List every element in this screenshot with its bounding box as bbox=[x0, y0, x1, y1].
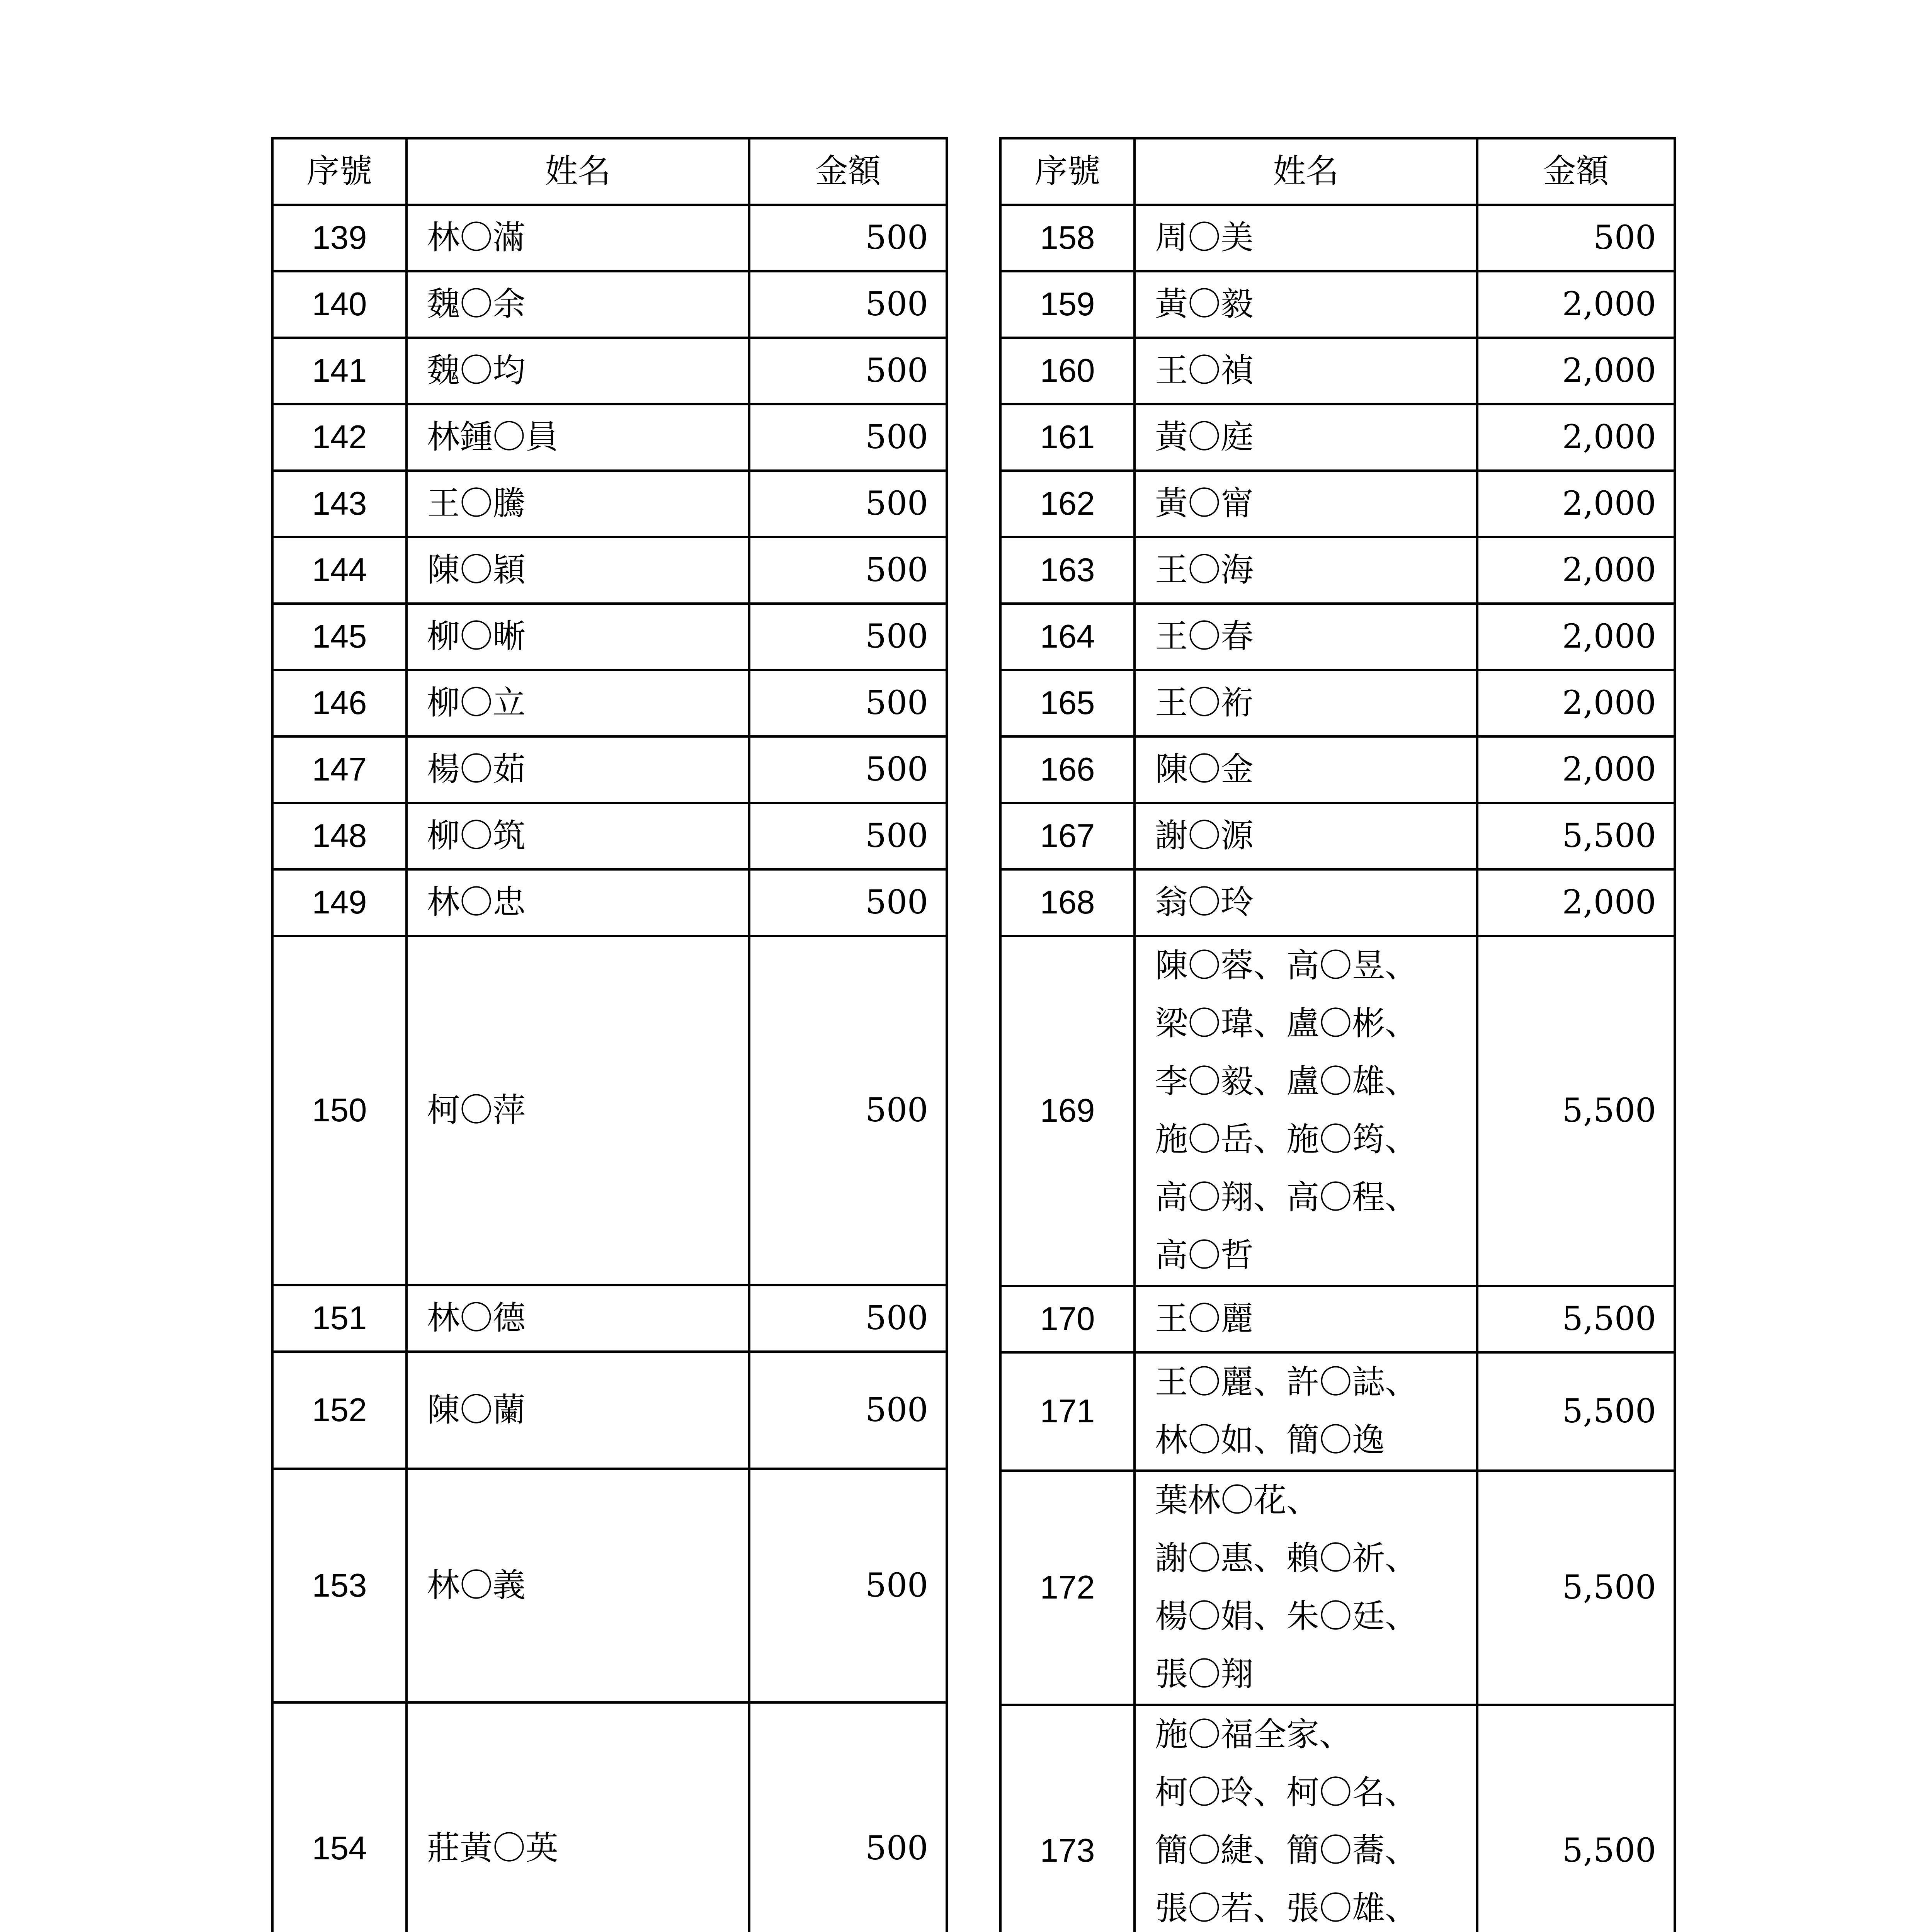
row-number: 152 bbox=[272, 1352, 407, 1469]
donation-amount: 2,000 bbox=[1477, 604, 1675, 670]
table-row bbox=[272, 1469, 947, 1702]
table-row bbox=[272, 803, 947, 869]
donation-amount: 500 bbox=[749, 1352, 947, 1469]
header-name: 姓名 bbox=[407, 138, 749, 205]
table-row bbox=[1000, 404, 1675, 471]
row-number: 168 bbox=[1000, 869, 1135, 936]
donor-name: 柳〇晰 bbox=[407, 604, 749, 670]
table-row bbox=[272, 670, 947, 736]
row-number: 145 bbox=[272, 604, 407, 670]
donation-amount: 5,500 bbox=[1477, 1705, 1675, 1932]
donation-amount: 2,000 bbox=[1477, 537, 1675, 604]
header-number: 序號 bbox=[1000, 138, 1135, 205]
table-row bbox=[272, 869, 947, 936]
donor-name: 柯〇萍 bbox=[407, 936, 749, 1285]
header-amount: 金額 bbox=[1477, 138, 1675, 205]
donation-amount: 500 bbox=[749, 537, 947, 604]
donor-name: 王〇麗、許〇誌、 林〇如、簡〇逸 bbox=[1135, 1352, 1477, 1471]
table-row bbox=[1000, 1352, 1675, 1471]
donor-name: 柳〇筑 bbox=[407, 803, 749, 869]
donor-name: 黃〇甯 bbox=[1135, 471, 1477, 537]
donation-amount: 500 bbox=[749, 869, 947, 936]
row-number: 167 bbox=[1000, 803, 1135, 869]
table-row bbox=[1000, 803, 1675, 869]
donation-amount: 2,000 bbox=[1477, 736, 1675, 803]
donation-amount: 2,000 bbox=[1477, 404, 1675, 471]
row-number: 143 bbox=[272, 471, 407, 537]
row-number: 173 bbox=[1000, 1705, 1135, 1932]
row-number: 162 bbox=[1000, 471, 1135, 537]
donation-amount: 500 bbox=[749, 1702, 947, 1932]
row-number: 159 bbox=[1000, 271, 1135, 338]
row-number: 144 bbox=[272, 537, 407, 604]
donation-amount: 500 bbox=[1477, 205, 1675, 271]
table-row bbox=[1000, 338, 1675, 404]
row-number: 154 bbox=[272, 1702, 407, 1932]
donor-name: 王〇裄 bbox=[1135, 670, 1477, 736]
donor-name: 魏〇余 bbox=[407, 271, 749, 338]
table-row bbox=[272, 271, 947, 338]
row-number: 166 bbox=[1000, 736, 1135, 803]
row-number: 165 bbox=[1000, 670, 1135, 736]
row-number: 140 bbox=[272, 271, 407, 338]
table-row bbox=[1000, 271, 1675, 338]
donor-name: 楊〇茹 bbox=[407, 736, 749, 803]
table-row bbox=[1000, 205, 1675, 271]
donation-amount: 5,500 bbox=[1477, 1286, 1675, 1352]
table-row bbox=[272, 604, 947, 670]
donation-amount: 500 bbox=[749, 205, 947, 271]
donation-amount: 2,000 bbox=[1477, 271, 1675, 338]
table-row bbox=[1000, 1705, 1675, 1932]
donor-name: 王〇騰 bbox=[407, 471, 749, 537]
table-row bbox=[1000, 869, 1675, 936]
donor-name: 陳〇蓉、高〇昱、 梁〇瑋、盧〇彬、 李〇毅、盧〇雄、 施〇岳、施〇筠、 高〇翔、高〇程、 高〇哲 bbox=[1135, 936, 1477, 1286]
donation-amount: 5,500 bbox=[1477, 1352, 1675, 1471]
row-number: 164 bbox=[1000, 604, 1135, 670]
donor-name: 林鍾〇員 bbox=[407, 404, 749, 471]
table-header-row bbox=[272, 138, 947, 205]
donor-name: 林〇義 bbox=[407, 1469, 749, 1702]
table-row bbox=[272, 338, 947, 404]
row-number: 148 bbox=[272, 803, 407, 869]
donor-name: 周〇美 bbox=[1135, 205, 1477, 271]
header-number: 序號 bbox=[272, 138, 407, 205]
row-number: 142 bbox=[272, 404, 407, 471]
row-number: 146 bbox=[272, 670, 407, 736]
table-row bbox=[272, 736, 947, 803]
table-row bbox=[272, 1352, 947, 1469]
donation-amount: 500 bbox=[749, 1285, 947, 1352]
donation-amount: 5,500 bbox=[1477, 936, 1675, 1286]
table-row bbox=[1000, 936, 1675, 1286]
table-row bbox=[1000, 736, 1675, 803]
row-number: 161 bbox=[1000, 404, 1135, 471]
donation-amount: 500 bbox=[749, 670, 947, 736]
donation-amount: 500 bbox=[749, 338, 947, 404]
header-amount: 金額 bbox=[749, 138, 947, 205]
donor-name: 謝〇源 bbox=[1135, 803, 1477, 869]
row-number: 151 bbox=[272, 1285, 407, 1352]
donor-name: 王〇麗 bbox=[1135, 1286, 1477, 1352]
donation-amount: 5,500 bbox=[1477, 803, 1675, 869]
table-row bbox=[1000, 670, 1675, 736]
donation-amount: 2,000 bbox=[1477, 670, 1675, 736]
donation-amount: 500 bbox=[749, 736, 947, 803]
row-number: 160 bbox=[1000, 338, 1135, 404]
table-row bbox=[272, 404, 947, 471]
table-row bbox=[1000, 604, 1675, 670]
donor-name: 陳〇金 bbox=[1135, 736, 1477, 803]
table-row bbox=[1000, 1286, 1675, 1352]
donation-amount: 2,000 bbox=[1477, 869, 1675, 936]
row-number: 169 bbox=[1000, 936, 1135, 1286]
table-row bbox=[1000, 1471, 1675, 1705]
donor-name: 林〇忠 bbox=[407, 869, 749, 936]
row-number: 158 bbox=[1000, 205, 1135, 271]
donor-name: 黃〇毅 bbox=[1135, 271, 1477, 338]
donation-amount: 500 bbox=[749, 936, 947, 1285]
donor-name: 葉林〇花、 謝〇惠、賴〇祈、 楊〇娟、朱〇廷、 張〇翔 bbox=[1135, 1471, 1477, 1705]
header-name: 姓名 bbox=[1135, 138, 1477, 205]
donor-table-right bbox=[999, 137, 1676, 1932]
table-row bbox=[272, 471, 947, 537]
donor-name: 王〇春 bbox=[1135, 604, 1477, 670]
donation-amount: 500 bbox=[749, 404, 947, 471]
donor-table-left bbox=[271, 137, 948, 1932]
donation-amount: 5,500 bbox=[1477, 1471, 1675, 1705]
donation-amount: 2,000 bbox=[1477, 338, 1675, 404]
table-row bbox=[1000, 471, 1675, 537]
donor-name: 莊黃〇英 bbox=[407, 1702, 749, 1932]
donation-amount: 500 bbox=[749, 803, 947, 869]
row-number: 171 bbox=[1000, 1352, 1135, 1471]
row-number: 141 bbox=[272, 338, 407, 404]
donation-amount: 500 bbox=[749, 471, 947, 537]
donor-name: 王〇海 bbox=[1135, 537, 1477, 604]
donor-name: 翁〇玲 bbox=[1135, 869, 1477, 936]
table-row bbox=[272, 537, 947, 604]
row-number: 170 bbox=[1000, 1286, 1135, 1352]
table-row bbox=[272, 1702, 947, 1932]
donor-name: 陳〇穎 bbox=[407, 537, 749, 604]
row-number: 172 bbox=[1000, 1471, 1135, 1705]
row-number: 153 bbox=[272, 1469, 407, 1702]
table-row bbox=[272, 936, 947, 1285]
donation-amount: 500 bbox=[749, 1469, 947, 1702]
donor-name: 林〇德 bbox=[407, 1285, 749, 1352]
table-header-row bbox=[1000, 138, 1675, 205]
row-number: 149 bbox=[272, 869, 407, 936]
table-row bbox=[272, 1285, 947, 1352]
donor-name: 林〇滿 bbox=[407, 205, 749, 271]
donor-name: 施〇福全家、 柯〇玲、柯〇名、 簡〇緁、簡〇蕎、 張〇若、張〇雄、 bbox=[1135, 1705, 1477, 1932]
donation-amount: 2,000 bbox=[1477, 471, 1675, 537]
row-number: 150 bbox=[272, 936, 407, 1285]
table-row bbox=[1000, 537, 1675, 604]
donor-name: 王〇禎 bbox=[1135, 338, 1477, 404]
row-number: 163 bbox=[1000, 537, 1135, 604]
row-number: 147 bbox=[272, 736, 407, 803]
row-number: 139 bbox=[272, 205, 407, 271]
donor-name: 柳〇立 bbox=[407, 670, 749, 736]
donation-amount: 500 bbox=[749, 271, 947, 338]
donor-name: 陳〇蘭 bbox=[407, 1352, 749, 1469]
donor-name: 魏〇均 bbox=[407, 338, 749, 404]
donor-name: 黃〇庭 bbox=[1135, 404, 1477, 471]
table-row bbox=[272, 205, 947, 271]
donation-amount: 500 bbox=[749, 604, 947, 670]
